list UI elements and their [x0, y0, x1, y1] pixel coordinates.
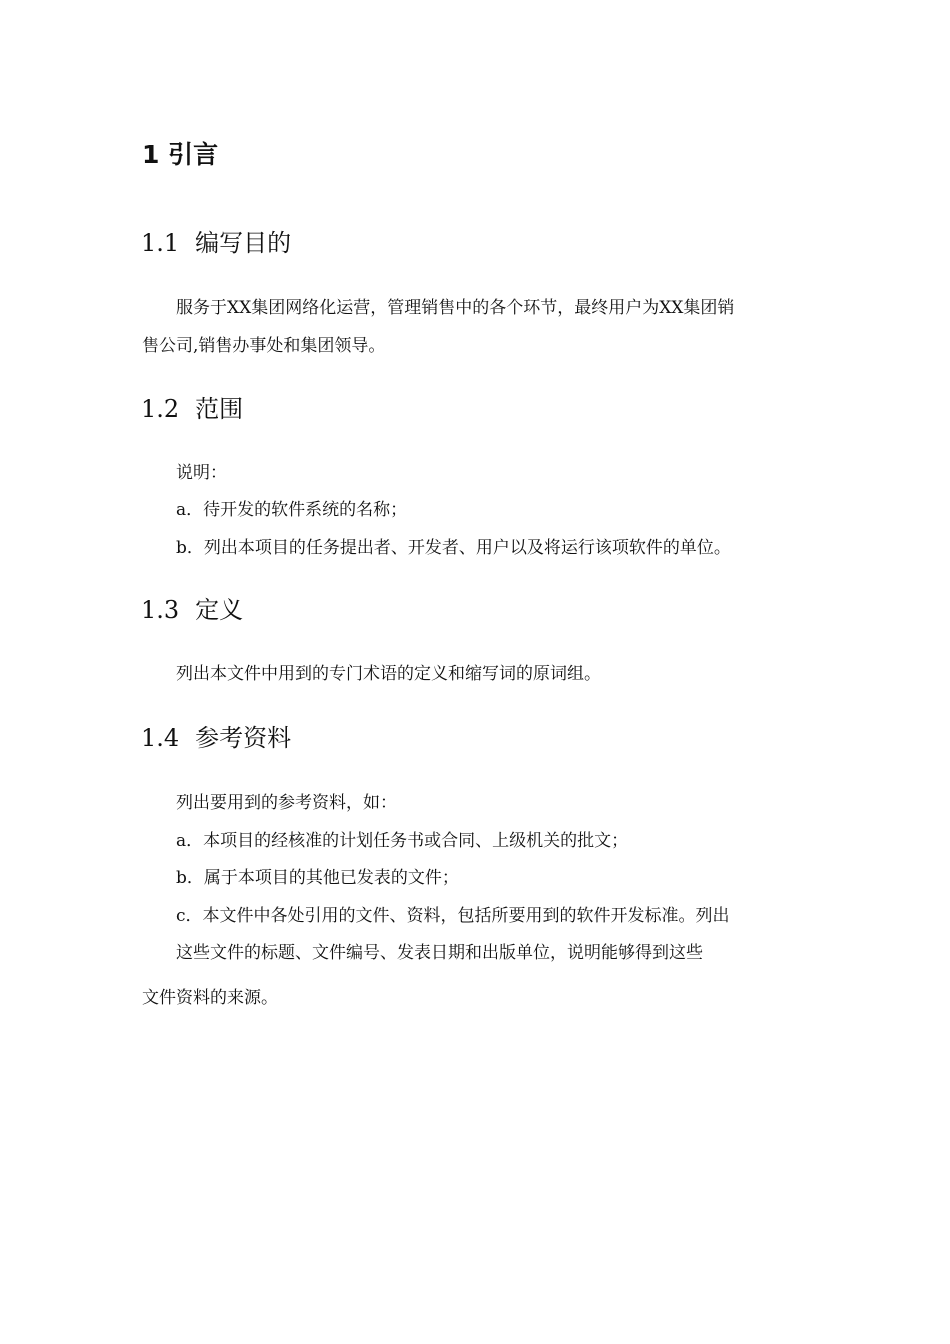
section-heading-1-1 [141, 227, 291, 259]
references-item-a: a．本项目的经核准的计划任务书或合同、上级机关的批文； [176, 831, 629, 851]
section-title: 定义 [195, 596, 244, 624]
section-heading-1-3 [141, 594, 243, 626]
chapter-title: 1 引言 [142, 140, 219, 169]
section-title: 范围 [195, 395, 244, 423]
section-number: 1.4 [141, 724, 180, 752]
section-number: 1.1 [141, 229, 180, 257]
paragraph-purpose-line-1: 服务于XX集团网络化运营，管理销售中的各个环节，最终用户为XX集团销 [176, 298, 735, 318]
scope-intro: 说明： [176, 463, 227, 483]
section-title: 参考资料 [195, 724, 292, 752]
references-item-c-line-2: 这些文件的标题、文件编号、发表日期和出版单位，说明能够得到这些 [176, 943, 703, 963]
references-item-c-line-3: 文件资料的来源。 [142, 988, 278, 1008]
scope-item-b: b．列出本项目的任务提出者、开发者、用户以及将运行该项软件的单位。 [176, 538, 731, 558]
section-title: 编写目的 [195, 229, 292, 257]
references-item-b: b．属于本项目的其他已发表的文件； [176, 868, 459, 888]
paragraph-purpose-line-2: 售公司,销售办事处和集团领导。 [142, 336, 386, 356]
references-item-c-line-1: c．本文件中各处引用的文件、资料，包括所要用到的软件开发标准。列出 [176, 906, 730, 926]
section-number: 1.3 [141, 596, 180, 624]
references-intro: 列出要用到的参考资料，如： [176, 793, 397, 813]
scope-item-a: a．待开发的软件系统的名称； [176, 500, 408, 520]
section-heading-1-4 [141, 722, 291, 754]
definitions-text: 列出本文件中用到的专门术语的定义和缩写词的原词组。 [176, 664, 601, 684]
section-number: 1.2 [141, 395, 180, 423]
section-heading-1-2 [141, 393, 243, 425]
